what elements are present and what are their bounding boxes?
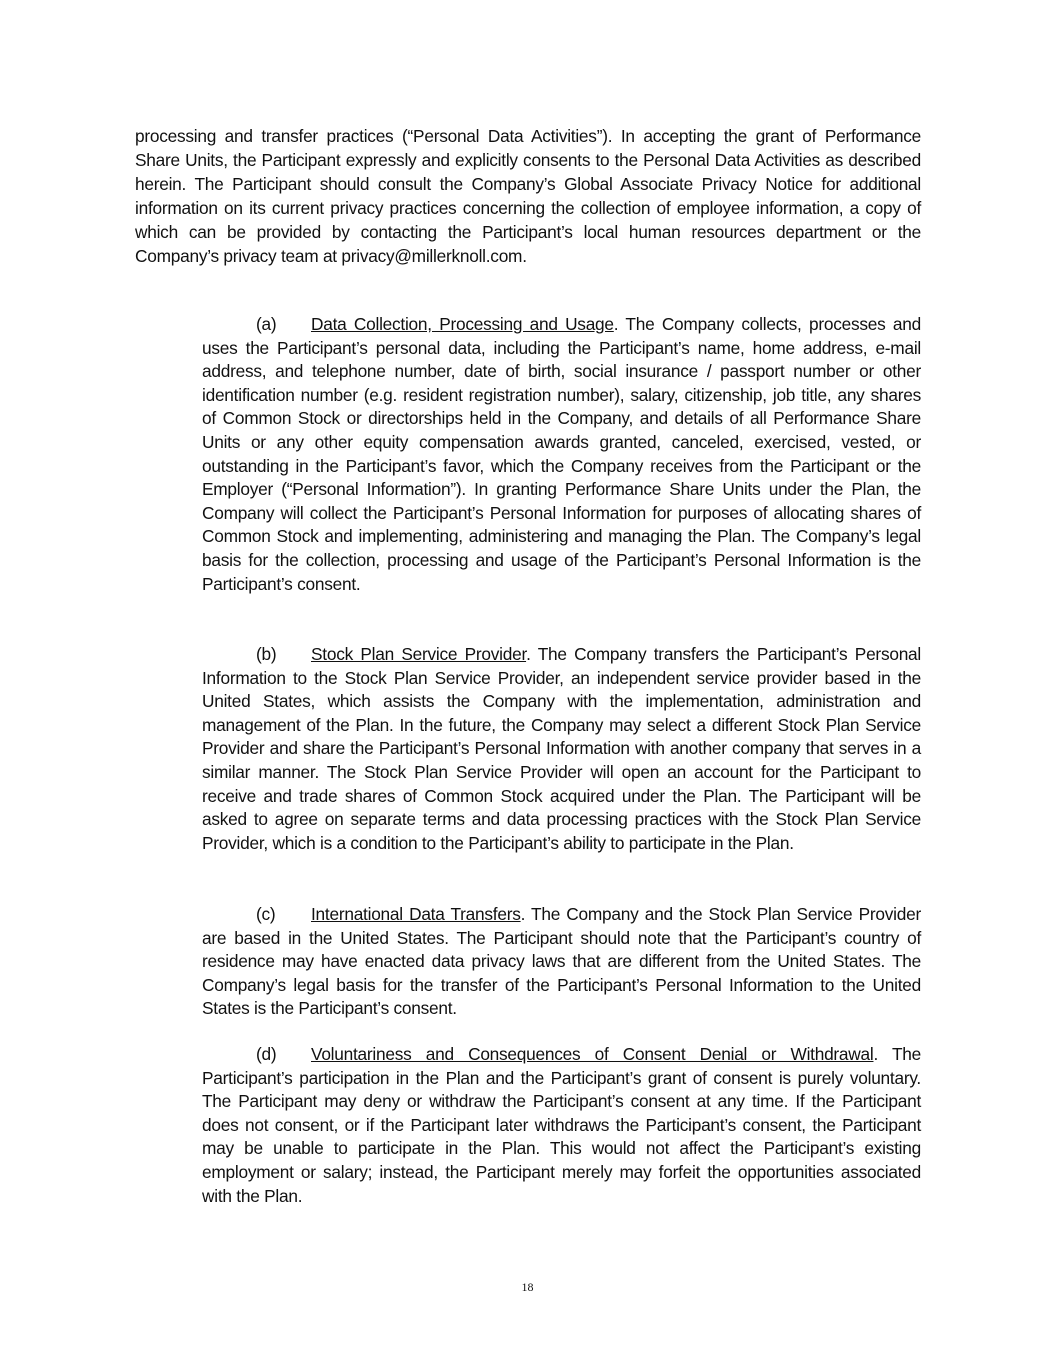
section-c-body: . The Company and the Stock Plan Service Provider are based in the United States. The Participant should note that the Participant’s country of residence may have enacted data privacy laws that are different from the United States. The Company’s legal basis for the transfer of the Participant’s Personal Information to the United States is the Participant’s consent. [202,904,921,1019]
section-d-body: . The Participant’s participation in the Plan and the Participant’s grant of consent is purely voluntary. The Participant may deny or withdraw the Participant’s consent at any time. If the Participant does not consent, or if the Participant later withdraws the Participant’s consent, the Participant may be unable to participate in the Plan. This would not affect the Participant’s existing employment or salary; instead, the Participant merely may forfeit the opportunities associated with the Plan. [202,1044,921,1206]
section-a-body: . The Company collects, processes and uses the Participant’s personal data, including the Participant’s name, home address, e-mail address, and telephone number, date of birth, social insurance / passport number or other identification number (e.g. resident registration number), salary, citizenship, job title, any shares of Common Stock or directorships held in the Company, and details of all Performance Share Units or any other equity compensation awards granted, canceled, exercised, vested, or outstanding in the Participant’s favor, which the Company receives from the Participant or the Employer (“Personal Information”). In granting Performance Share Units under the Plan, the Company will collect the Participant’s Personal Information for purposes of allocating shares of Common Stock and implementing, administering and managing the Plan. The Company’s legal basis for the collection, processing and usage of the Participant’s Personal Information is the Participant’s consent. [202,314,921,594]
section-b-body: . The Company transfers the Participant’s Personal Information to the Stock Plan Service Provider, an independent service provider based in the United States, which assists the Company with the implementation, administration and management of the Plan. In the future, the Company may select a different Stock Plan Service Provider and share the Participant’s Personal Information with another company that serves in a similar manner. The Stock Plan Service Provider will open an account for the Participant to receive and trade shares of Common Stock acquired under the Plan. The Participant will be asked to agree on separate terms and data processing practices with the Stock Plan Service Provider, which is a condition to the Participant’s ability to participate in the Plan. [202,644,922,853]
section-d-marker: (d) [256,1044,277,1064]
section-a-paragraph [202,313,921,596]
section-b-paragraph [202,643,921,855]
section-d-heading: Voluntariness and Consequences of Consent Denial or Withdrawal [311,1044,874,1064]
section-c-paragraph [202,903,921,1021]
section-a-marker: (a) [256,314,277,334]
section-c-heading: International Data Transfers [311,904,521,924]
page-number: 18 [521,1280,534,1294]
section-d-paragraph [202,1043,921,1208]
section-a-heading: Data Collection, Processing and Usage [311,314,614,334]
section-c-marker: (c) [256,904,276,924]
section-b-heading: Stock Plan Service Provider [311,644,527,664]
section-b-marker: (b) [256,644,277,664]
intro-paragraph: processing and transfer practices (“Personal Data Activities”). In accepting the grant of Performance Share Units, the Participant expressly and explicitly consents to the Personal Data Activities as described herein. The Participant should consult the Company’s Global Associate Privacy Notice for additional information on its current privacy practices concerning the collection of employee information, a copy of which can be provided by contacting the Participant’s local human resources department or the Company’s privacy team at privacy@millerknoll.com. [135,126,921,266]
